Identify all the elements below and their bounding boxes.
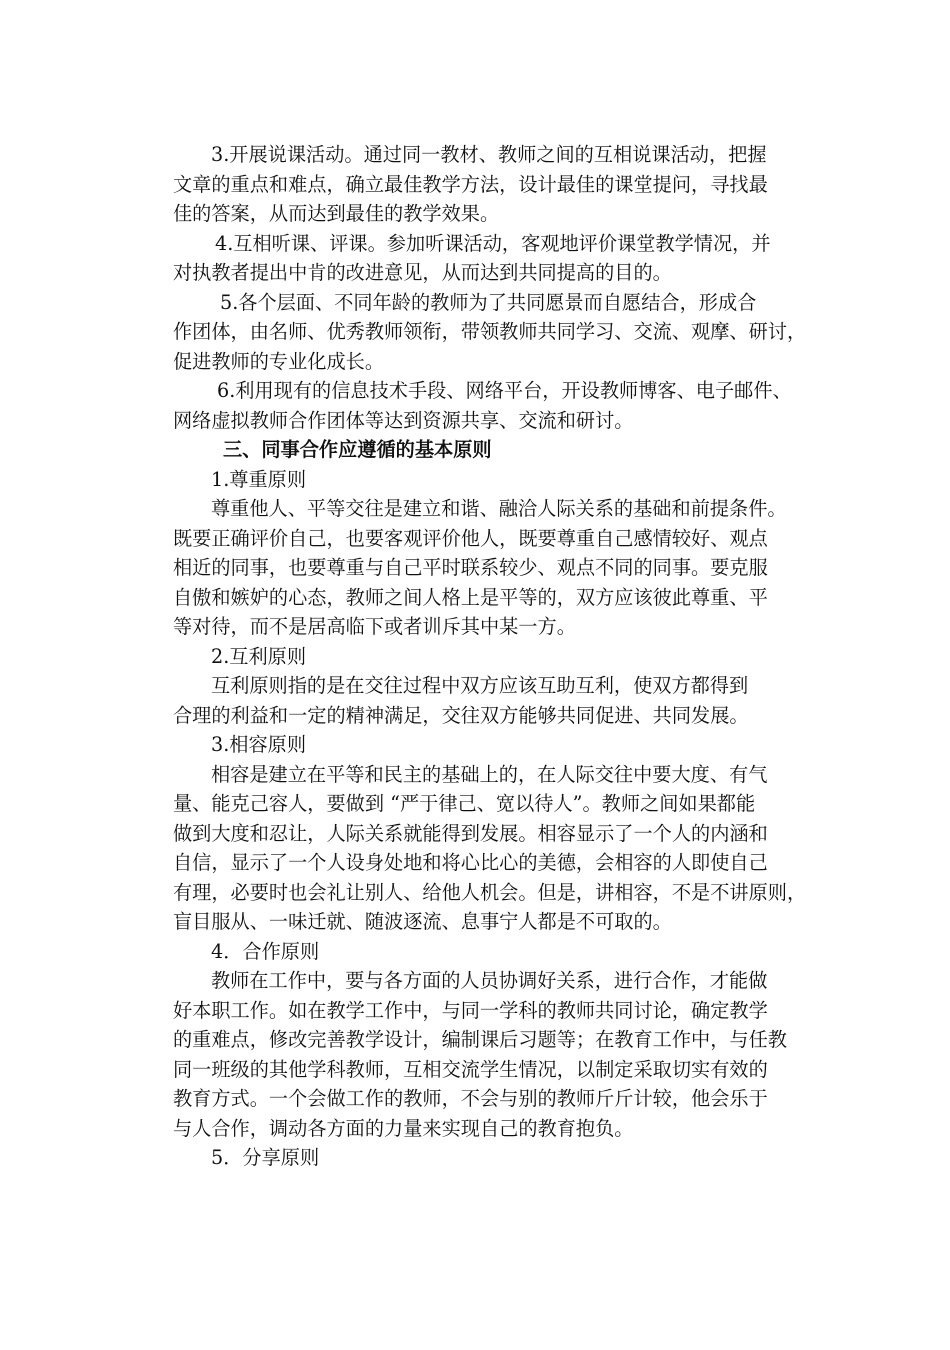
text-line: 等对待，而不是居高临下或者训斥其中某一方。 bbox=[173, 615, 576, 638]
text-line: 好本职工作。如在教学工作中，与同一学科的教师共同讨论，确定教学 bbox=[173, 998, 768, 1022]
principle-1-title bbox=[173, 465, 793, 495]
text-line: 2.互利原则 bbox=[211, 644, 307, 668]
document-page bbox=[173, 140, 807, 1173]
text-line: 文章的重点和难点，确立最佳教学方法，设计最佳的课堂提问，寻找最 bbox=[173, 172, 768, 196]
text-line: 网络虚拟教师合作团体等达到资源共享、交流和研讨。 bbox=[173, 408, 634, 432]
text-line: 6.利用现有的信息技术手段、网络平台，开设教师博客、电子邮件、 bbox=[217, 379, 792, 402]
text-line: 的重难点，修改完善教学设计，编制课后习题等；在教育工作中，与任教 bbox=[173, 1028, 787, 1051]
text-line: 5．分享原则 bbox=[211, 1146, 320, 1169]
text-line: 有理，必要时也会礼让别人、给他人机会。但是，讲相容，不是不讲原则， bbox=[173, 880, 807, 904]
paragraph-item-6 bbox=[173, 376, 793, 435]
text-line: 相容是建立在平等和民主的基础上的，在人际交往中要大度、有气 bbox=[211, 762, 768, 786]
text-line: 5.各个层面、不同年龄的教师为了共同愿景而自愿结合，形成合 bbox=[220, 290, 757, 314]
text-line: 3.开展说课活动。通过同一教材、教师之间的互相说课活动，把握 bbox=[211, 143, 767, 166]
text-line: 教师在工作中，要与各方面的人员协调好关系，进行合作，才能做 bbox=[211, 969, 768, 992]
text-line: 量、能克己容人，要做到 “严于律己、宽以待人”。教师之间如果都能 bbox=[173, 792, 756, 815]
text-line: 与人合作，调动各方面的力量来实现自己的教育抱负。 bbox=[173, 1116, 634, 1140]
principle-5-title bbox=[173, 1143, 793, 1173]
principle-4-title bbox=[173, 937, 793, 967]
text-line: 对执教者提出中肯的改进意见，从而达到共同提高的目的。 bbox=[173, 261, 672, 284]
principle-4-body bbox=[173, 966, 793, 1143]
text-line: 自信，显示了一个人设身处地和将心比心的美德，会相容的人即使自己 bbox=[173, 851, 768, 874]
text-line: 自傲和嫉妒的心态，教师之间人格上是平等的，双方应该彼此尊重、平 bbox=[173, 585, 768, 609]
principle-3-title bbox=[173, 730, 793, 760]
text-line: 同一班级的其他学科教师，互相交流学生情况，以制定采取切实有效的 bbox=[173, 1057, 768, 1081]
text-line: 4．合作原则 bbox=[211, 939, 320, 963]
paragraph-item-4 bbox=[173, 229, 793, 288]
text-line: 4.互相听课、评课。参加听课活动，客观地评价课堂教学情况，并 bbox=[215, 231, 771, 255]
principle-2-body bbox=[173, 671, 793, 730]
text-line: 互利原则指的是在交往过程中双方应该互助互利，使双方都得到 bbox=[211, 674, 749, 697]
principle-3-body bbox=[173, 760, 807, 937]
heading-text: 三、同事合作应遵循的基本原则 bbox=[223, 438, 492, 461]
text-line: 3.相容原则 bbox=[211, 733, 307, 756]
text-line: 既要正确评价自己，也要客观评价他人，既要尊重自己感情较好、观点 bbox=[173, 526, 768, 550]
principle-2-title bbox=[173, 642, 793, 672]
text-line: 盲目服从、一味迁就、随波逐流、息事宁人都是不可取的。 bbox=[173, 910, 672, 933]
text-line: 做到大度和忍让，人际关系就能得到发展。相容显示了一个人的内涵和 bbox=[173, 821, 768, 845]
text-line: 促进教师的专业化成长。 bbox=[173, 349, 385, 373]
text-line: 1.尊重原则 bbox=[211, 467, 307, 491]
principle-1-body bbox=[173, 494, 793, 642]
text-line: 合理的利益和一定的精神满足，交往双方能够共同促进、共同发展。 bbox=[173, 703, 749, 727]
section-heading bbox=[173, 435, 793, 465]
paragraph-item-5 bbox=[173, 288, 807, 377]
text-line: 尊重他人、平等交往是建立和谐、融洽人际关系的基础和前提条件。 bbox=[211, 497, 787, 520]
paragraph-item-3 bbox=[173, 140, 793, 229]
text-line: 佳的答案，从而达到最佳的教学效果。 bbox=[173, 202, 500, 225]
text-line: 作团体，由名师、优秀教师领衔，带领教师共同学习、交流、观摩、研讨， bbox=[173, 320, 807, 343]
text-line: 相近的同事，也要尊重与自己平时联系较少、观点不同的同事。要克服 bbox=[173, 556, 768, 579]
text-line: 教育方式。一个会做工作的教师，不会与别的教师斤斤计较，他会乐于 bbox=[173, 1087, 768, 1110]
